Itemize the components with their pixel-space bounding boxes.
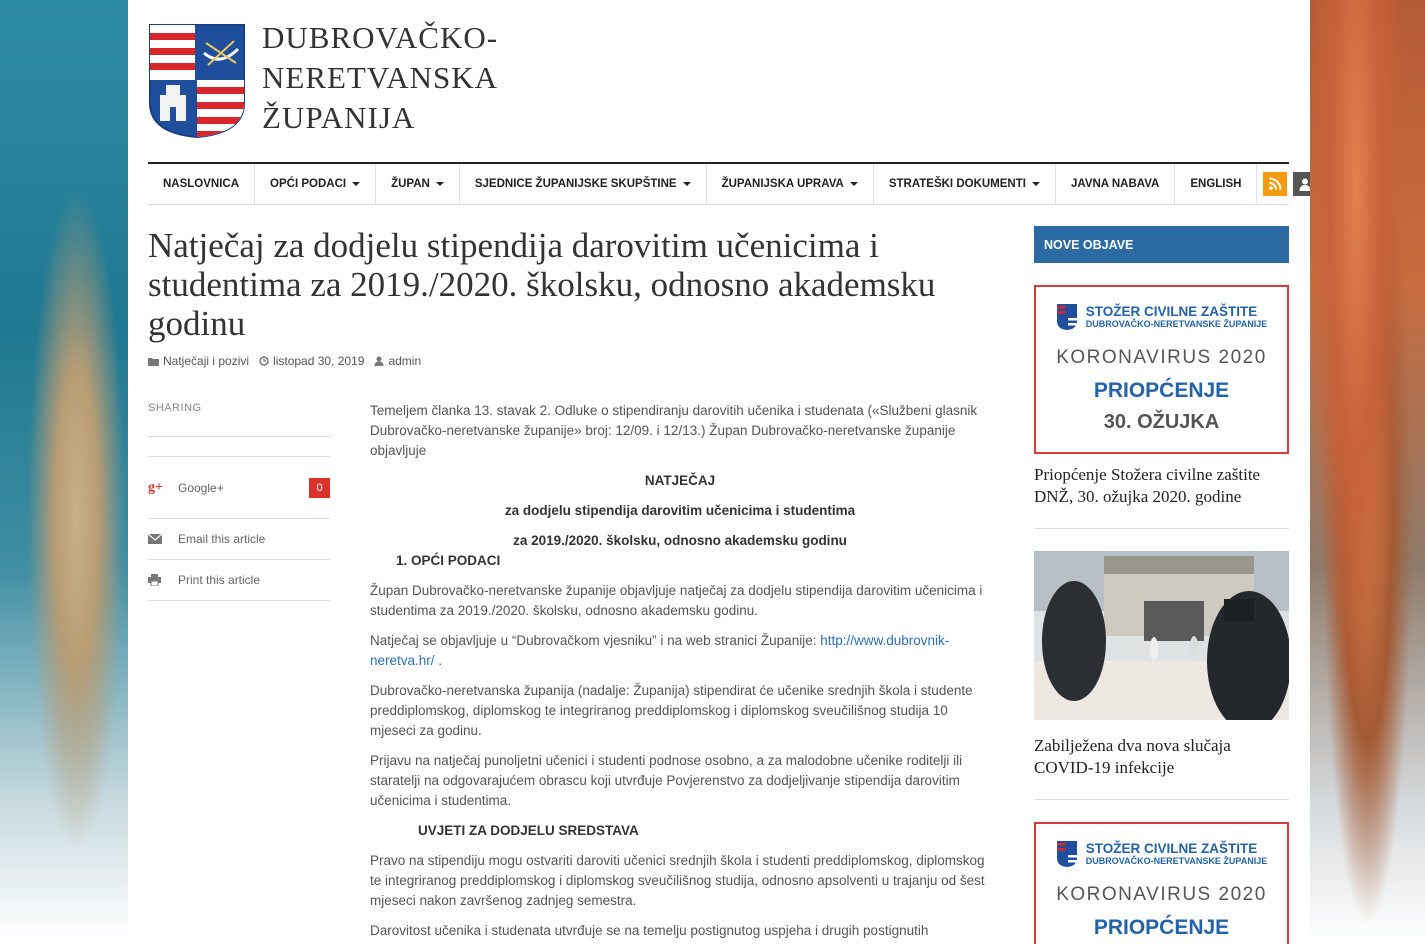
rss-icon [1268,177,1282,191]
intro-paragraph: Temeljem članka 13. stavak 2. Odluke o stipendiranju darovitih učenika i studenata («Službeni glasnik Dubrovačko-neretvanske županije» broj: 12/09. i 12/13.) Župan Dubrovačko-neretvanske županije objavljuje [370,403,978,458]
nav-label: ENGLISH [1190,178,1242,190]
paragraph-2 [370,631,990,671]
share-count-badge: 0 [309,478,330,498]
date-label: listopad 30, 2019 [273,354,365,368]
sidebar-post[interactable] [1034,551,1289,800]
site-name-line-1: DUBROVAČKO- [262,20,499,55]
sidebar [1034,226,1289,944]
chevron-down-icon [352,182,360,186]
sharing-spacer [148,437,330,457]
stozer-line-2: DUBROVAČKO-NERETVANSKE ŽUPANIJE [1085,319,1268,329]
coat-of-arms-small-icon [1056,840,1078,868]
nav-label: ŽUPAN [391,178,430,190]
stozer-text [1086,841,1268,867]
section-uvjeti: UVJETI ZA DODJELU SREDSTAVA [418,823,639,838]
post-title[interactable]: Priopćenje Stožera civilne zaštite DNŽ, 30. ožujka 2020. godine [1034,465,1261,506]
natjecaj-heading: NATJEČAJ [644,473,716,488]
clock-icon [259,356,269,366]
stozer-line-1: STOŽER CIVILNE ZAŠTITE [1085,304,1258,319]
nav-icon-group [1257,164,1310,204]
site-name[interactable] [262,18,498,138]
site-name-line-2: NERETVANSKA [262,60,499,95]
print-icon [148,574,178,586]
county-website-link[interactable]: http://www.dubrovnik-neretva.hr/ [370,633,950,668]
chevron-down-icon [850,182,858,186]
sidebar-heading: NOVE OBJAVE [1034,226,1289,263]
nav-label: STRATEŠKI DOKUMENTI [888,178,1026,190]
priopcenje-text: PRIOPĆENJE [1093,379,1230,402]
article-title: Natječaj za dodjelu stipendija darovitim učenicima i studentima za 2019./2020. školsku, odnosno akademsku godinu [148,226,936,343]
nav-item-opci-podaci[interactable] [255,164,376,204]
koronavirus-text: KORONAVIRUS 2020 [1056,884,1267,905]
paragraph-3: Dubrovačko-neretvanska županija (nadalje: Županija) stipendirat će učenike srednjih škola i studente preddiplomskog, diplomskog te integriranog preddiplomskog i diplomskog sveučilišnog studija 10 mjeseci za godinu. [370,683,973,738]
google-plus-icon: g+ [148,479,163,495]
article-body [370,401,990,944]
natjecaj-subheading: za dodjelu stipendija darovitim učenicima i studentima [504,503,856,518]
paragraph-5: Pravo na stipendiju mogu ostvariti daroviti učenici srednjih škola i studenti preddiplomskog, diplomskog te integriranog preddiplomskog i diplomskog sveučilišnog studija, odnosno apsolventi u trajanju od šest mjeseci nakon završenog zadnjeg semestra. [370,853,985,908]
stozer-line-1: STOŽER CIVILNE ZAŠTITE [1085,841,1258,856]
author-label: admin [388,354,422,368]
google-plus-share[interactable] [148,457,330,519]
stozer-line-2: DUBROVAČKO-NERETVANSKE ŽUPANIJE [1085,856,1268,866]
article-date [259,354,364,368]
article-author[interactable] [374,354,421,368]
nav-item-zupan[interactable] [376,164,460,204]
site-name-line-3: ŽUPANIJA [262,100,416,135]
paragraph-4: Prijavu na natječaj punoljetni učenici i studenti podnose osobno, a za malodobne učenike roditelji ili staratelji na odgovarajućem obrascu koji utvrđuje Povjerenstvo za dodjeljivanje stipendija darovitim učenicima i studentima. [370,753,963,808]
sidebar-post[interactable] [1034,285,1289,529]
background-right [1310,0,1425,944]
nav-item-zupanijska-uprava[interactable] [707,164,874,204]
nav-label: NASLOVNICA [163,178,240,190]
nav-label: OPĆI PODACI [270,178,347,190]
rss-button[interactable] [1263,172,1287,196]
email-icon [148,534,178,544]
date-text: 30. OŽUJKA [1103,411,1220,433]
stozer-text [1086,304,1268,330]
user-small-icon [374,356,384,366]
article-meta [148,354,421,368]
email-label: Email this article [178,532,266,546]
nav-label: JAVNA NABAVA [1070,178,1160,190]
folder-icon [148,357,159,366]
paragraph-6: Darovitost učenika i studenata utvrđuje se na temelju postignutog uspjeha i drugih postignutih [370,923,929,938]
coat-of-arms-small-icon [1056,303,1078,331]
email-article-link[interactable] [148,519,330,560]
page-container [128,0,1310,944]
paragraph-2-text: Natječaj se objavljuje u “Dubrovačkom vjesniku” i na web stranici Županije: [370,633,821,648]
nav-item-sjednice[interactable] [460,164,707,204]
main-navigation [148,162,1289,205]
post-image-priopcenje[interactable] [1034,822,1289,944]
coat-of-arms-logo[interactable] [148,23,246,139]
natjecaj-year-heading: za 2019./2020. školsku, odnosno akademsku godinu [513,533,847,548]
sidebar-post[interactable] [1034,822,1289,944]
paragraph-1: Župan Dubrovačko-neretvanske županije objavljuje natječaj za dodjelu stipendija darovitim učenicima i studentima za 2019./2020. školsku, odnosno akademsku godinu. [370,583,983,618]
chevron-down-icon [683,182,691,186]
koronavirus-text: KORONAVIRUS 2020 [1056,347,1267,368]
user-icon [1299,178,1310,191]
post-title[interactable]: Zabilježena dva nova slučaja COVID-19 infekcije [1034,736,1231,777]
google-plus-label: Google+ [178,480,224,495]
nav-label: SJEDNICE ŽUPANIJSKE SKUPŠTINE [474,178,677,190]
paragraph-2-end: . [434,653,443,668]
stozer-badge [1036,840,1287,868]
print-label: Print this article [178,573,261,587]
article-category[interactable] [148,354,249,368]
section-opci-podaci: 1. OPĆI PODACI [396,553,501,568]
nav-item-english[interactable] [1175,164,1257,204]
nav-item-naslovnica[interactable] [148,164,255,204]
chevron-down-icon [436,182,444,186]
nav-label: ŽUPANIJSKA UPRAVA [721,178,844,190]
post-image-priopcenje[interactable] [1034,285,1289,454]
post-image-covid-photo[interactable] [1034,551,1289,720]
background-left [0,0,128,944]
print-article-link[interactable] [148,560,330,601]
login-button[interactable] [1293,172,1310,196]
priopcenje-text: PRIOPĆENJE [1093,916,1230,939]
category-label: Natječaji i pozivi [163,354,250,368]
sharing-panel [148,402,330,601]
nav-item-strateski-dokumenti[interactable] [874,164,1056,204]
chevron-down-icon [1032,182,1040,186]
sharing-label: SHARING [148,402,330,437]
nav-item-javna-nabava[interactable] [1056,164,1175,204]
stozer-badge [1036,303,1287,331]
